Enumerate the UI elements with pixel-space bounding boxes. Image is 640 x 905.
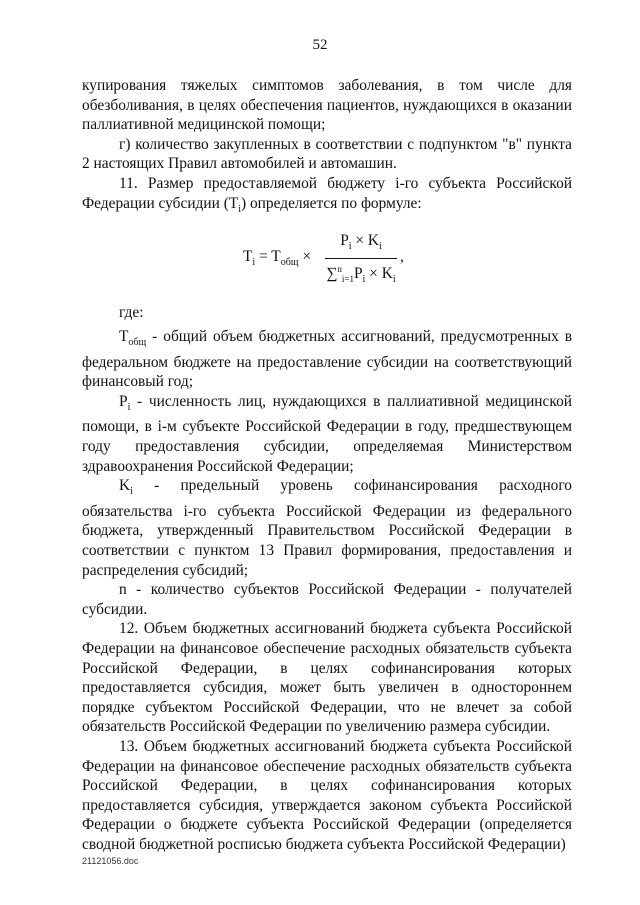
paragraph-11 [82,174,572,219]
formula-times: × [298,248,312,266]
num-K: × K [351,232,380,250]
formula-lhs [243,247,311,273]
document-body [82,76,572,855]
definition-k-i [82,476,572,580]
paragraph-subitem-g: г) количество закупленных в соответствии с подпунктом "в" пункта 2 настоящих Правил автомобилей и автомашин. [82,135,572,173]
num-P: P [340,232,349,250]
num-K-sub: i [379,241,382,253]
page-number: 52 [312,37,328,53]
paragraph-12: 12. Объем бюджетных ассигнований бюджета субъекта Российской Федерации на финансовое обеспечение расходных обязательств субъекта Российской Федерации, в целях софинансирования которых предоставляется субсидия, может быть увеличен в одностороннем порядке субъектом Российской Федерации, что не влечет за собой обязательств Российской Федерации по увеличению размера субсидии. [82,620,572,736]
where-label: где: [119,304,144,322]
def-sym: K [119,477,131,495]
formula-T-total: T [271,248,281,266]
formula-denominator [325,259,397,290]
paragraph-continuation: купирования тяжелых симптомов заболевания, в том числе для обезболивания, в целях обеспечения пациентов, нуждающихся в оказании паллиативной медицинской помощи; [82,77,572,134]
sum-top: n [337,263,342,274]
def-sym: P [119,392,128,410]
formula-numerator [325,231,397,259]
def-text: - предельный уровень софинансирования расходного обязательства i-го субъекта Российской Федерации из федерального бюджета, утвержденный Правительством Российской Федерации в соответствии с пунктом 13 Правил формирования, предоставления и распределения субсидий; [82,477,572,579]
def-sub: i [130,486,133,498]
den-K-sub: i [392,274,396,286]
def-sub: i [127,401,131,413]
formula-equals: = [255,248,272,266]
subsidy-formula [82,219,572,293]
formula-comma: , [400,248,404,266]
den-K: × K [365,265,393,283]
den-P-sub: i [362,274,366,286]
paragraph-11-end: ) определяется по формуле: [241,194,422,212]
sum-bottom: i=1 [341,274,354,285]
paragraph-13: 13. Объем бюджетных ассигнований бюджета субъекта Российской Федерации на финансовое обеспечение расходных обязательств субъекта Российской Федерации, в целях софинансирования которых предоставляется субсидия, утверждается законом субъекта Российской Федерации о бюджете субъекта Российской Федерации (определяется сводной бюджетной росписью бюджета субъекта Российской Федерации) [82,737,572,853]
definition-n: n - количество субъектов Российской Федерации - получателей субсидии. [82,581,572,618]
formula-fraction [325,231,397,289]
def-text: - общий объем бюджетных ассигнований, предусмотренных в федеральном бюджете на предоставление субсидии на соответствующий финансовый год; [82,327,572,391]
formula-T: T [243,248,253,266]
def-sub: общ [128,336,147,348]
formula-T-total-sub: общ [280,257,299,269]
sum-symbol: ∑ [326,265,338,283]
def-text: - численность лиц, нуждающихся в паллиативной медицинской помощи, в i-м субъекте Российской Федерации в году, предшествующем году предоставления субсидии, определяемая Министерством здравоохранения Российской Федерации; [82,392,572,475]
paragraph-11-sub: i [238,203,242,215]
formula-T-sub: i [252,257,256,269]
num-P-sub: i [348,241,352,253]
definition-t-total [82,327,572,392]
paragraph-11-text: 11. Размер предоставляемой бюджету i-го субъекта Российской Федерации субсидии (T [82,174,572,212]
def-sym: T [119,327,129,345]
sum-limits [337,260,354,290]
document-footer-filename: 21121056.doc [82,856,139,866]
definition-p-i [82,392,572,476]
den-P: P [353,265,363,283]
